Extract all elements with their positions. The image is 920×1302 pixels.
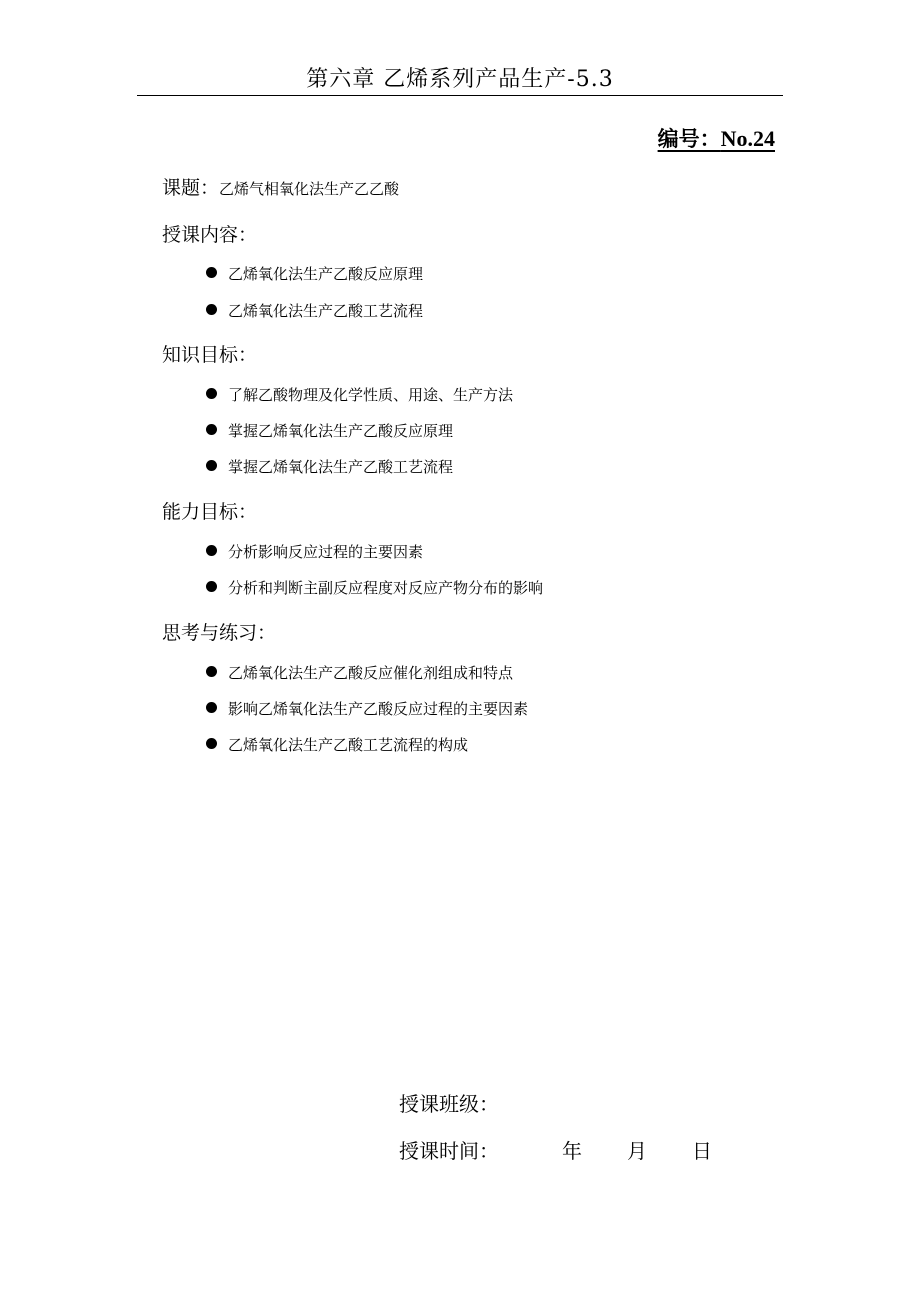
section-heading-knowledge: 知识目标： bbox=[162, 344, 258, 366]
list-item bbox=[206, 698, 528, 719]
list-item bbox=[206, 577, 543, 598]
list-item-text: 了解乙酸物理及化学性质、用途、生产方法 bbox=[228, 386, 514, 404]
bullet-icon bbox=[206, 738, 217, 749]
list-item bbox=[206, 263, 423, 284]
page-header-title: 第六章 乙烯系列产品生产-5.3 bbox=[306, 67, 614, 92]
topic-label: 课题： bbox=[162, 177, 220, 199]
list-item-text: 分析影响反应过程的主要因素 bbox=[228, 543, 424, 561]
bullet-icon bbox=[206, 267, 217, 278]
bullet-icon bbox=[206, 581, 217, 592]
list-item-text: 乙烯氧化法生产乙酸工艺流程 bbox=[228, 302, 424, 320]
bullet-icon bbox=[206, 304, 217, 315]
bullet-icon bbox=[206, 460, 217, 471]
list-item bbox=[206, 420, 453, 441]
bullet-icon bbox=[206, 388, 217, 399]
list-item-text: 乙烯氧化法生产乙酸反应原理 bbox=[228, 265, 424, 283]
list-item-text: 掌握乙烯氧化法生产乙酸工艺流程 bbox=[228, 458, 454, 476]
document-number-value: No.24 bbox=[720, 126, 775, 151]
list-item bbox=[206, 300, 423, 321]
lesson-topic bbox=[162, 173, 399, 200]
list-item-text: 影响乙烯氧化法生产乙酸反应过程的主要因素 bbox=[228, 700, 529, 718]
month-label: 月 bbox=[627, 1139, 647, 1163]
document-number bbox=[658, 123, 775, 153]
list-item bbox=[206, 384, 513, 405]
time-field-label: 授课时间： bbox=[399, 1139, 499, 1163]
year-label: 年 bbox=[562, 1139, 582, 1163]
list-item bbox=[206, 662, 513, 683]
list-item-text: 乙烯氧化法生产乙酸工艺流程的构成 bbox=[228, 736, 469, 754]
list-item-text: 掌握乙烯氧化法生产乙酸反应原理 bbox=[228, 422, 454, 440]
bullet-icon bbox=[206, 424, 217, 435]
list-item-text: 分析和判断主副反应程度对反应产物分布的影响 bbox=[228, 579, 544, 597]
class-field-label: 授课班级： bbox=[399, 1092, 499, 1116]
section-heading-ability: 能力目标： bbox=[162, 501, 258, 523]
section-heading-content: 授课内容： bbox=[162, 224, 258, 246]
list-item bbox=[206, 734, 468, 755]
day-label: 日 bbox=[692, 1139, 712, 1163]
document-number-label: 编号： bbox=[657, 127, 721, 151]
section-heading-exercise: 思考与练习： bbox=[162, 622, 277, 644]
list-item bbox=[206, 456, 453, 477]
bullet-icon bbox=[206, 545, 217, 556]
topic-value: 乙烯气相氧化法生产乙乙酸 bbox=[219, 180, 400, 198]
list-item bbox=[206, 541, 423, 562]
header-divider bbox=[137, 95, 783, 96]
bullet-icon bbox=[206, 666, 217, 677]
list-item-text: 乙烯氧化法生产乙酸反应催化剂组成和特点 bbox=[228, 664, 514, 682]
bullet-icon bbox=[206, 702, 217, 713]
